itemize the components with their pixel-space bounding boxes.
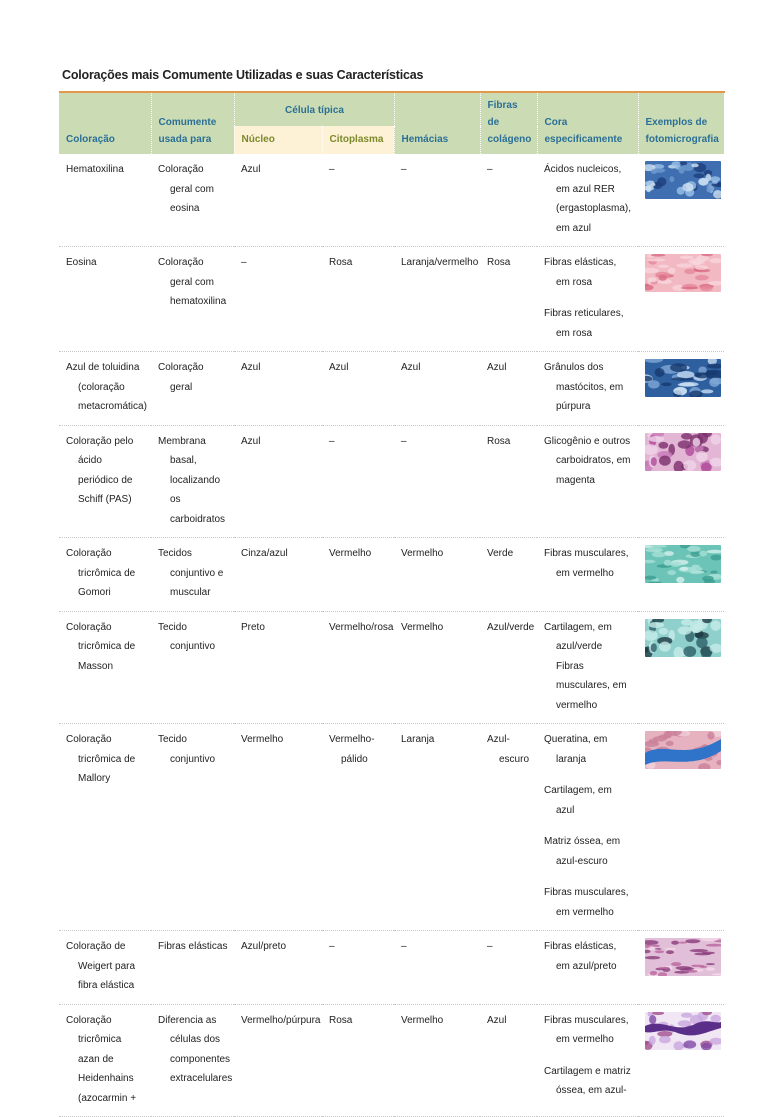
table-row [59, 1004, 724, 1117]
table-row [59, 538, 724, 612]
cell-fibras: Rosa [480, 247, 537, 352]
green-gomori-micrograph [645, 545, 718, 583]
header-exemplos: Exemplos de fotomicrografia [638, 92, 724, 154]
azan-purple-micrograph [645, 1012, 718, 1050]
cell-hemacias: Azul [394, 352, 480, 426]
cell-uso: Diferencia as células dos componentes extracelulares [151, 1004, 234, 1117]
cell-citoplasma: Rosa [322, 247, 394, 352]
header-hemacias: Hemácias [394, 92, 480, 154]
cell-cora [537, 425, 638, 538]
cora-note: Fibras reticulares, em rosa [544, 308, 624, 339]
table-row [59, 611, 724, 724]
cell-hemacias: – [394, 931, 480, 1005]
cell-fibras: Azul [480, 1004, 537, 1117]
cell-nucleo: Vermelho/púrpura [234, 1004, 322, 1117]
blue-bone-mallory-micrograph [645, 731, 718, 769]
cell-nucleo: Azul [234, 425, 322, 538]
cell-nucleo: Azul/preto [234, 931, 322, 1005]
cell-photo [638, 247, 724, 352]
cell-photo [638, 724, 724, 931]
cora-note: Fibras musculares, em vermelho [544, 548, 629, 579]
table-body [59, 154, 724, 1117]
cell-nucleo: Cinza/azul [234, 538, 322, 612]
cell-coloracao: Coloração de Weigert para fibra elástica [59, 931, 151, 1005]
table-title: Colorações mais Comumente Utilizadas e suas Características [62, 68, 424, 82]
purple-elastic-micrograph [645, 938, 718, 976]
cell-hemacias: Vermelho [394, 538, 480, 612]
header-fibras: Fibras de colágeno [480, 92, 537, 154]
cora-note: Cartilagem, em azul/verde Fibras musculares, em vermelho [544, 621, 627, 711]
magenta-pas-micrograph [645, 433, 718, 471]
cell-hemacias: Laranja [394, 724, 480, 931]
blue-mast-cells-micrograph [645, 359, 718, 397]
cell-hemacias: Laranja/vermelho [394, 247, 480, 352]
table-row [59, 247, 724, 352]
cell-photo [638, 154, 724, 247]
cora-note: Cartilagem, em azul [544, 785, 612, 816]
cell-cora [537, 247, 638, 352]
cell-nucleo: Azul [234, 352, 322, 426]
table-row [59, 352, 724, 426]
cell-hemacias: – [394, 154, 480, 247]
cell-cora [537, 724, 638, 931]
cell-nucleo: Vermelho [234, 724, 322, 931]
cora-note: Fibras elásticas, em azul/preto [544, 941, 617, 972]
teal-masson-micrograph [645, 619, 718, 657]
cell-photo [638, 352, 724, 426]
cell-uso: Coloração geral com eosina [151, 154, 234, 247]
cell-cora [537, 1004, 638, 1117]
cell-nucleo: Preto [234, 611, 322, 724]
header-nucleo: Núcleo [234, 126, 322, 154]
cell-cora [537, 611, 638, 724]
blue-cells-micrograph [645, 161, 718, 199]
cell-fibras: Azul/verde [480, 611, 537, 724]
cora-note: Grânulos dos mastócitos, em púrpura [544, 362, 624, 412]
cell-citoplasma: – [322, 154, 394, 247]
table-row [59, 724, 724, 931]
table-row [59, 154, 724, 247]
header-citoplasma: Citoplasma [322, 126, 394, 154]
cell-photo [638, 425, 724, 538]
cell-fibras: Azul [480, 352, 537, 426]
staining-table [59, 91, 725, 1117]
cora-note: Fibras musculares, em vermelho [544, 1014, 629, 1045]
cell-citoplasma: – [322, 931, 394, 1005]
header-coloracao: Coloração [59, 92, 151, 154]
cell-photo [638, 538, 724, 612]
cell-coloracao: Azul de toluidina (coloração metacromática) [59, 352, 151, 426]
cell-citoplasma: Vermelho-pálido [322, 724, 394, 931]
header-celula-tipica: Célula típica [234, 92, 394, 126]
cora-note: Cartilagem e matriz óssea, em azul- [544, 1065, 631, 1096]
cell-nucleo: Azul [234, 154, 322, 247]
cell-coloracao: Coloração tricrômica azan de Heidenhains (azocarmin + [59, 1004, 151, 1117]
cell-hemacias: Vermelho [394, 611, 480, 724]
cell-nucleo: – [234, 247, 322, 352]
cell-citoplasma: Vermelho/rosa [322, 611, 394, 724]
cora-note: Ácidos nucleicos, em azul RER (ergastoplasma), em azul [544, 164, 632, 234]
cell-uso: Tecido conjuntivo [151, 724, 234, 931]
cell-fibras: Verde [480, 538, 537, 612]
cell-hemacias: – [394, 425, 480, 538]
pink-tissue-micrograph [645, 254, 718, 292]
cora-note: Fibras musculares, em vermelho [544, 887, 629, 918]
staining-table-wrapper [59, 91, 724, 1117]
cell-photo [638, 931, 724, 1005]
cell-fibras: Azul-escuro [480, 724, 537, 931]
cell-coloracao: Coloração tricrômica de Masson [59, 611, 151, 724]
cell-coloracao: Coloração tricrômica de Mallory [59, 724, 151, 931]
cell-hemacias: Vermelho [394, 1004, 480, 1117]
cell-uso: Coloração geral [151, 352, 234, 426]
table-row [59, 931, 724, 1005]
header-comumente: Comumente usada para [151, 92, 234, 154]
cell-cora [537, 352, 638, 426]
cell-coloracao: Eosina [59, 247, 151, 352]
cell-citoplasma: Vermelho [322, 538, 394, 612]
cell-photo [638, 611, 724, 724]
cell-cora [537, 931, 638, 1005]
cell-fibras: – [480, 154, 537, 247]
cell-citoplasma: Azul [322, 352, 394, 426]
cell-fibras: – [480, 931, 537, 1005]
cell-cora [537, 154, 638, 247]
cell-cora [537, 538, 638, 612]
cell-uso: Tecidos conjuntivo e muscular [151, 538, 234, 612]
cell-citoplasma: Rosa [322, 1004, 394, 1117]
cell-uso: Tecido conjuntivo [151, 611, 234, 724]
cell-uso: Coloração geral com hematoxilina [151, 247, 234, 352]
cora-note: Matriz óssea, em azul-escuro [544, 836, 621, 867]
cell-coloracao: Coloração tricrômica de Gomori [59, 538, 151, 612]
cell-fibras: Rosa [480, 425, 537, 538]
header-cora: Cora especificamente [537, 92, 638, 154]
cell-uso: Membrana basal, localizando os carboidratos [151, 425, 234, 538]
cell-uso: Fibras elásticas [151, 931, 234, 1005]
cell-coloracao: Hematoxilina [59, 154, 151, 247]
cell-photo [638, 1004, 724, 1117]
table-row [59, 425, 724, 538]
cell-coloracao: Coloração pelo ácido periódico de Schiff (PAS) [59, 425, 151, 538]
cora-note: Fibras elásticas, em rosa [544, 257, 617, 288]
cora-note: Queratina, em laranja [544, 734, 608, 765]
cora-note: Glicogênio e outros carboidratos, em magenta [544, 435, 631, 486]
cell-citoplasma: – [322, 425, 394, 538]
